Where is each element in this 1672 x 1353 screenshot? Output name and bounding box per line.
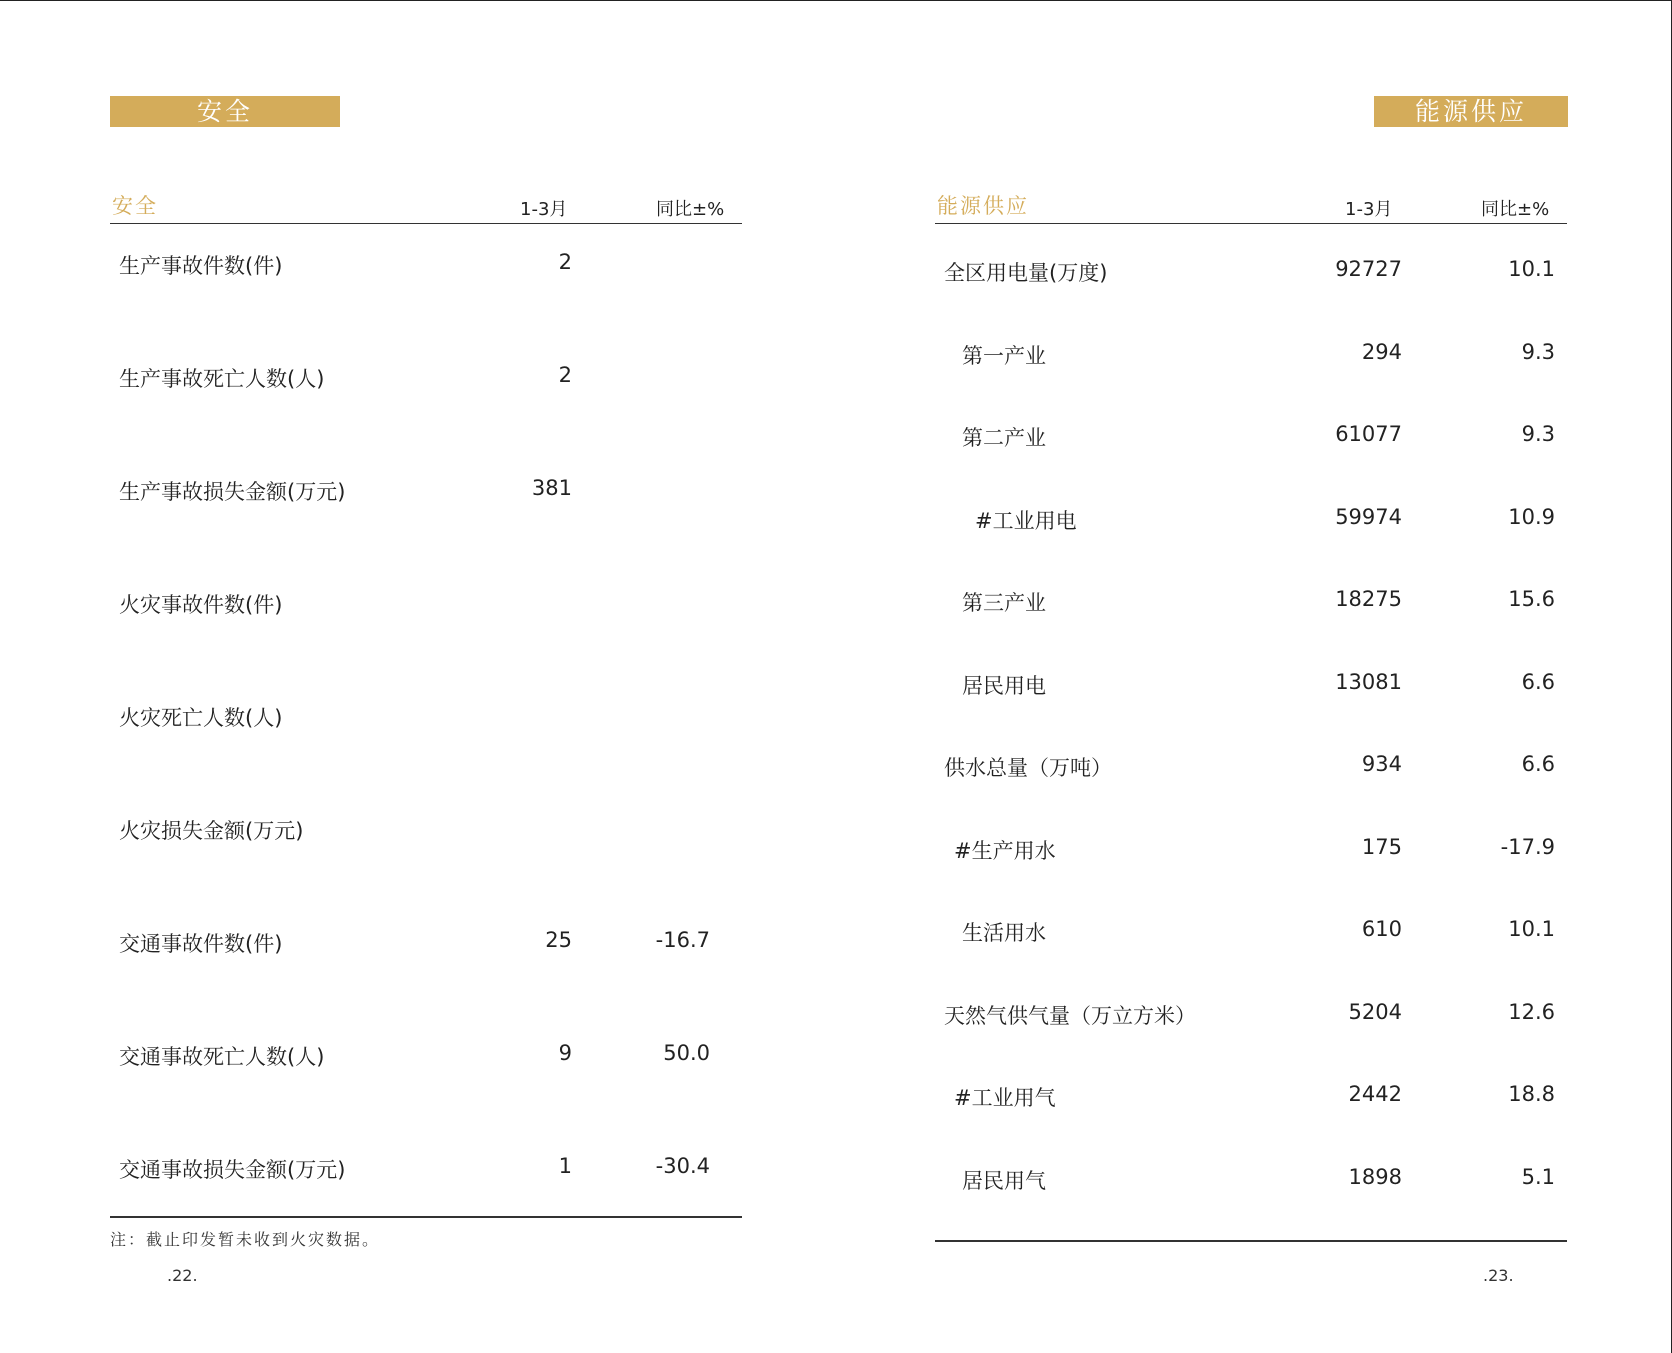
row-label: 生产事故件数(件) — [119, 254, 283, 278]
table-row — [935, 835, 1567, 918]
table-row — [935, 917, 1567, 1000]
row-yoy: 15.6 — [1508, 587, 1555, 611]
table-row — [935, 670, 1567, 753]
row-value: 2 — [558, 363, 572, 387]
page-top-border — [0, 0, 1672, 1]
row-label: 生产事故死亡人数(人) — [119, 367, 325, 391]
page-number-left: .22. — [167, 1266, 198, 1285]
table-row — [935, 340, 1567, 423]
energy-rows — [935, 257, 1567, 1247]
safety-table — [110, 190, 742, 1182]
row-value: 1898 — [1348, 1164, 1402, 1189]
row-value: 61077 — [1335, 422, 1402, 446]
row-value: 13081 — [1335, 669, 1402, 694]
row-label: 交通事故死亡人数(人) — [119, 1045, 325, 1069]
col-yoy-header: 同比±% — [656, 199, 725, 220]
row-yoy: -30.4 — [655, 1154, 710, 1178]
safety-table-bottom-rule — [110, 1216, 742, 1218]
row-yoy: 5.1 — [1521, 1164, 1555, 1189]
safety-section-title: 安全 — [112, 194, 158, 218]
row-label: 火灾死亡人数(人) — [119, 706, 283, 730]
row-label: 第一产业 — [962, 343, 1046, 368]
table-row — [935, 1165, 1567, 1248]
row-label: 全区用电量(万度) — [944, 261, 1108, 285]
safety-rows — [110, 250, 742, 1267]
row-value: 294 — [1361, 339, 1402, 364]
row-yoy: 9.3 — [1521, 339, 1555, 364]
row-label: 第二产业 — [962, 426, 1046, 450]
row-yoy: 12.6 — [1508, 999, 1555, 1024]
col-period-header: 1-3月 — [1345, 199, 1393, 220]
table-row — [110, 250, 742, 363]
row-yoy: -17.9 — [1500, 834, 1555, 859]
row-yoy: -16.7 — [655, 928, 710, 952]
row-value: 610 — [1361, 917, 1402, 941]
row-label: 生产事故损失金额(万元) — [119, 480, 346, 504]
table-row — [935, 257, 1567, 340]
table-row — [935, 1082, 1567, 1165]
table-row — [110, 1041, 742, 1154]
row-label: 第三产业 — [962, 591, 1046, 615]
row-label: 居民用电 — [962, 673, 1046, 698]
left-page-banner: 安全 — [110, 96, 340, 127]
row-label: 天然气供气量（万立方米） — [944, 1003, 1196, 1028]
row-value: 2442 — [1348, 1082, 1402, 1106]
table-row — [110, 589, 742, 702]
table-row — [935, 587, 1567, 670]
row-label: 供水总量（万吨） — [944, 756, 1112, 780]
table-row — [935, 505, 1567, 588]
table-row — [110, 476, 742, 589]
row-yoy: 50.0 — [663, 1041, 710, 1065]
row-value: 1 — [558, 1154, 572, 1178]
row-yoy: 9.3 — [1521, 422, 1555, 446]
table-row — [110, 928, 742, 1041]
footnote: 注：截止印发暂未收到火灾数据。 — [110, 1230, 381, 1249]
row-yoy: 6.6 — [1521, 752, 1555, 776]
energy-table — [935, 190, 1567, 1193]
row-value: 92727 — [1335, 257, 1402, 281]
row-value: 2 — [558, 250, 572, 274]
row-yoy: 6.6 — [1521, 669, 1555, 694]
row-value: 25 — [545, 928, 572, 952]
row-value: 934 — [1361, 752, 1402, 776]
row-label: #生产用水 — [954, 838, 1056, 863]
row-value: 59974 — [1335, 504, 1402, 529]
right-page-banner: 能源供应 — [1374, 96, 1568, 127]
row-yoy: 10.9 — [1508, 504, 1555, 529]
row-label: #工业用气 — [954, 1086, 1056, 1110]
row-label: 交通事故件数(件) — [119, 932, 283, 956]
row-yoy: 18.8 — [1508, 1082, 1555, 1106]
page-number-right: .23. — [1483, 1266, 1514, 1285]
table-row — [935, 1000, 1567, 1083]
row-yoy: 10.1 — [1508, 917, 1555, 941]
safety-table-header — [110, 190, 742, 224]
table-row — [110, 815, 742, 928]
col-period-header: 1-3月 — [520, 199, 568, 220]
row-yoy: 10.1 — [1508, 257, 1555, 281]
row-value: 18275 — [1335, 587, 1402, 611]
table-row — [935, 422, 1567, 505]
table-row — [110, 702, 742, 815]
table-row — [110, 363, 742, 476]
energy-section-title: 能源供应 — [937, 194, 1029, 218]
row-label: 火灾事故件数(件) — [119, 593, 283, 617]
row-label: 生活用水 — [962, 921, 1046, 945]
energy-table-header — [935, 190, 1567, 224]
row-label: 居民用气 — [962, 1168, 1046, 1193]
row-value: 5204 — [1348, 999, 1402, 1024]
row-label: 交通事故损失金额(万元) — [119, 1158, 346, 1182]
table-row — [110, 1154, 742, 1267]
row-value: 175 — [1361, 834, 1402, 859]
row-value: 9 — [558, 1041, 572, 1065]
table-row — [935, 752, 1567, 835]
row-label: #工业用电 — [975, 508, 1077, 533]
energy-table-bottom-rule — [935, 1240, 1567, 1242]
row-value: 381 — [531, 476, 572, 500]
col-yoy-header: 同比±% — [1481, 199, 1550, 220]
row-label: 火灾损失金额(万元) — [119, 819, 304, 843]
